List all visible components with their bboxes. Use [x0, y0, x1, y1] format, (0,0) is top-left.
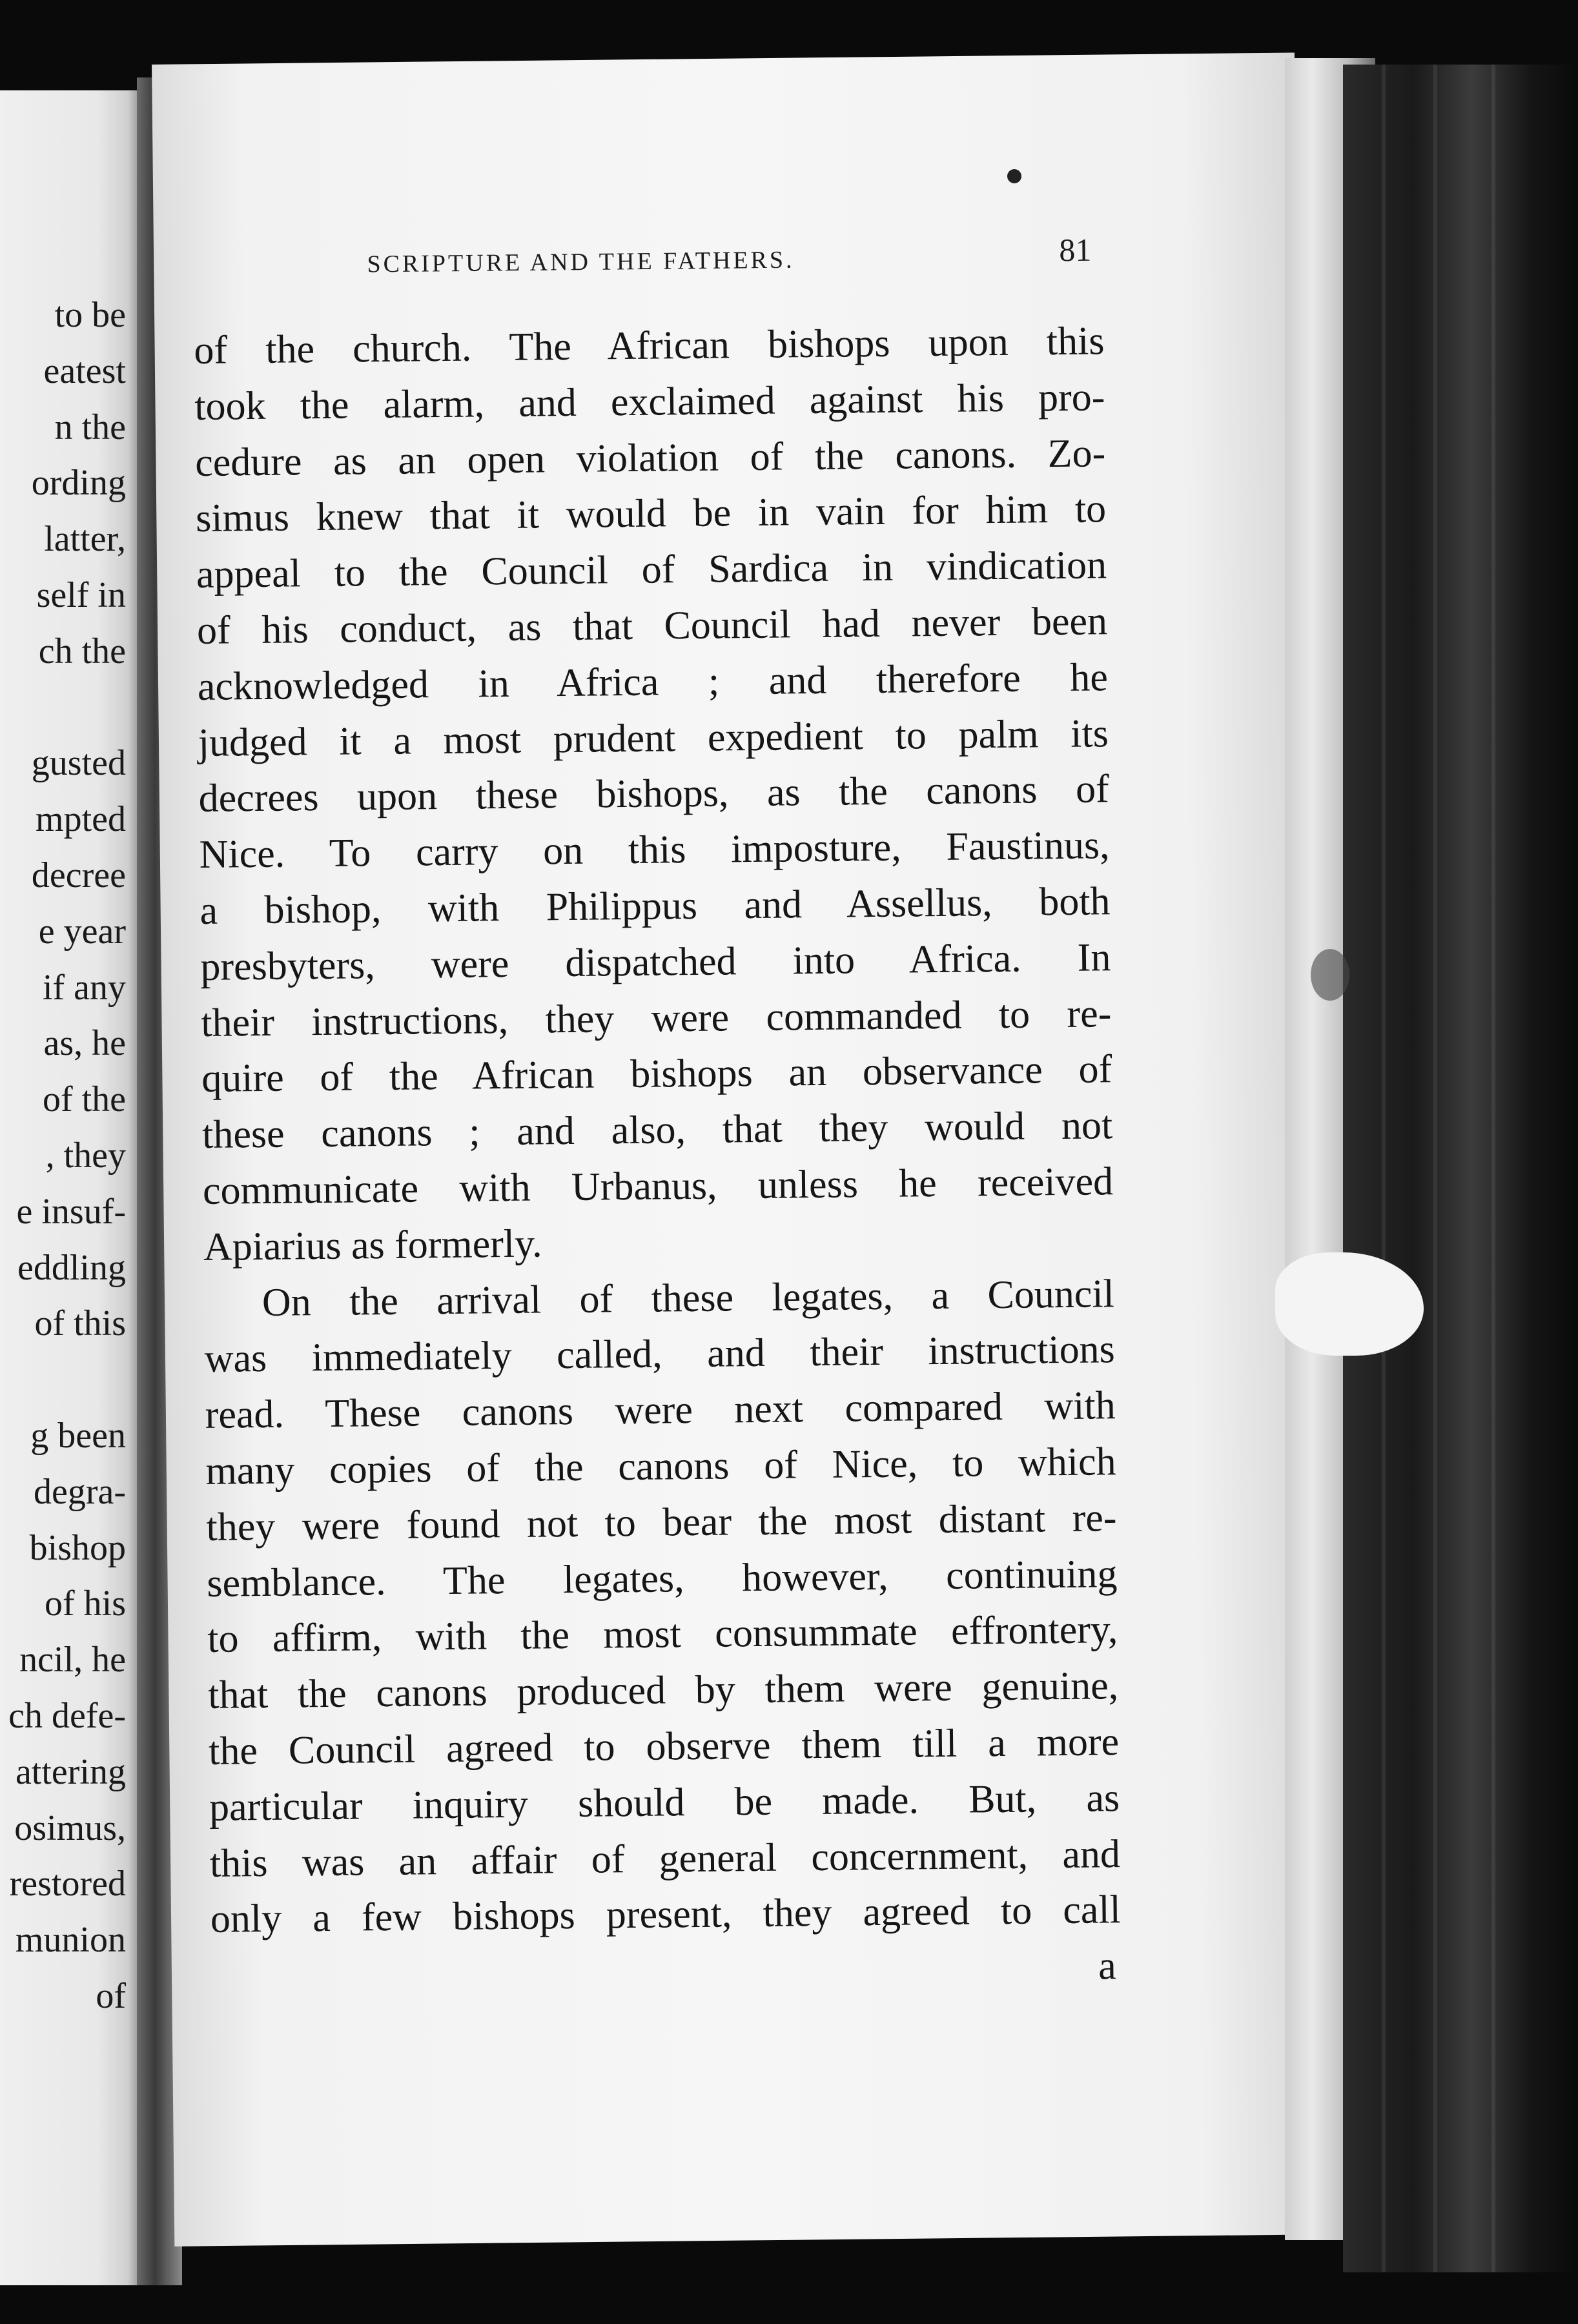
- text-line: a bishop, with Philippus and Assellus, both: [200, 879, 1111, 933]
- catchword: a: [1098, 1944, 1117, 1988]
- book-spine: [1343, 65, 1578, 2272]
- left-page-line: of his: [45, 1584, 126, 1624]
- text-line: these canons ; and also, that they would not: [201, 1103, 1113, 1157]
- left-page-line: latter,: [44, 519, 126, 560]
- left-facing-page: [0, 90, 139, 2285]
- text-line: acknowledged in Africa ; and therefore he: [197, 655, 1109, 709]
- text-line: appeal to the Council of Sardica in vindication: [196, 543, 1107, 597]
- text-line: On the arrival of these legates, a Council: [261, 1271, 1115, 1325]
- left-page-line: degra-: [33, 1471, 126, 1512]
- text-line: their instructions, they were commanded to re-: [201, 991, 1112, 1045]
- left-page-line: ch the: [38, 631, 126, 671]
- text-line: many copies of the canons of Nice, to which: [205, 1440, 1116, 1493]
- left-page-line: attering: [15, 1751, 126, 1792]
- left-page-line: self in: [36, 575, 126, 615]
- text-line: decrees upon these bishops, as the canons of: [198, 767, 1110, 821]
- text-line: read. These canons were next compared with: [205, 1383, 1116, 1438]
- text-line: that the canons produced by them were genuine,: [207, 1664, 1119, 1718]
- text-line: this was an affair of general concernment, and: [209, 1831, 1121, 1886]
- running-head: SCRIPTURE AND THE FATHERS.: [367, 246, 795, 278]
- text-line: communicate with Urbanus, unless he received: [202, 1159, 1114, 1213]
- body-text: [194, 313, 1122, 2004]
- text-line: of his conduct, as that Council had never been: [196, 599, 1108, 653]
- left-page-line: ording: [31, 463, 126, 504]
- text-line: simus knew that it would be in vain for him to: [195, 487, 1107, 541]
- text-line: took the alarm, and exclaimed against his pro-: [194, 375, 1105, 429]
- left-page-line: if any: [42, 967, 126, 1008]
- left-page-line: eatest: [43, 351, 126, 391]
- ink-blot: [1007, 169, 1021, 183]
- left-page-line: ncil, he: [19, 1640, 126, 1680]
- left-page-line: , they: [45, 1135, 126, 1176]
- text-line: cedure as an open violation of the canons. Zo-: [194, 431, 1106, 485]
- page-header: [213, 229, 1092, 289]
- left-page-line: as, he: [43, 1023, 126, 1064]
- left-page-line: osimus,: [14, 1808, 126, 1848]
- left-page-line: [8, 680, 126, 736]
- left-page-line: g been: [30, 1415, 126, 1456]
- left-page-line: mpted: [36, 799, 126, 840]
- text-line: the Council agreed to observe them till a more: [208, 1720, 1120, 1773]
- left-page-line: gusted: [31, 743, 126, 784]
- text-line: of the church. The African bishops upon this: [194, 319, 1105, 372]
- left-page-line: ch defe-: [8, 1695, 126, 1736]
- left-page-text: [8, 287, 126, 2024]
- left-page-line: to be: [54, 295, 126, 335]
- text-line: Nice. To carry on this imposture, Faustinus,: [199, 823, 1110, 877]
- text-line: presbyters, were dispatched into Africa. In: [200, 935, 1111, 989]
- left-page-line: of this: [34, 1303, 126, 1344]
- left-page-line: e insuf-: [16, 1191, 126, 1232]
- text-line: they were found not to bear the most distant re-: [206, 1495, 1117, 1549]
- left-page-line: [8, 1352, 126, 1408]
- text-line: to affirm, with the most consummate effrontery,: [207, 1607, 1118, 1662]
- left-page-line: bishop: [29, 1527, 126, 1568]
- text-line: Apiarius as formerly.: [203, 1221, 542, 1269]
- text-line: was immediately called, and their instructions: [204, 1327, 1116, 1381]
- stain: [1311, 949, 1349, 1001]
- left-page-line: n the: [54, 407, 126, 447]
- text-line: particular inquiry should be made. But, as: [209, 1775, 1120, 1830]
- left-page-line: of: [96, 1975, 126, 2016]
- text-line: judged it a most prudent expedient to palm its: [198, 711, 1109, 765]
- text-line: quire of the African bishops an observance of: [201, 1047, 1112, 1101]
- text-line: only a few bishops present, they agreed to call: [210, 1888, 1122, 1942]
- text-line: semblance. The legates, however, continuing: [207, 1551, 1118, 1605]
- left-page-line: e year: [38, 911, 126, 952]
- left-page-line: of the: [42, 1079, 126, 1120]
- page-number: 81: [1058, 231, 1092, 269]
- left-page-line: restored: [9, 1864, 126, 1904]
- left-page-line: munion: [15, 1920, 126, 1961]
- left-page-line: decree: [31, 855, 126, 895]
- left-page-line: eddling: [17, 1247, 126, 1288]
